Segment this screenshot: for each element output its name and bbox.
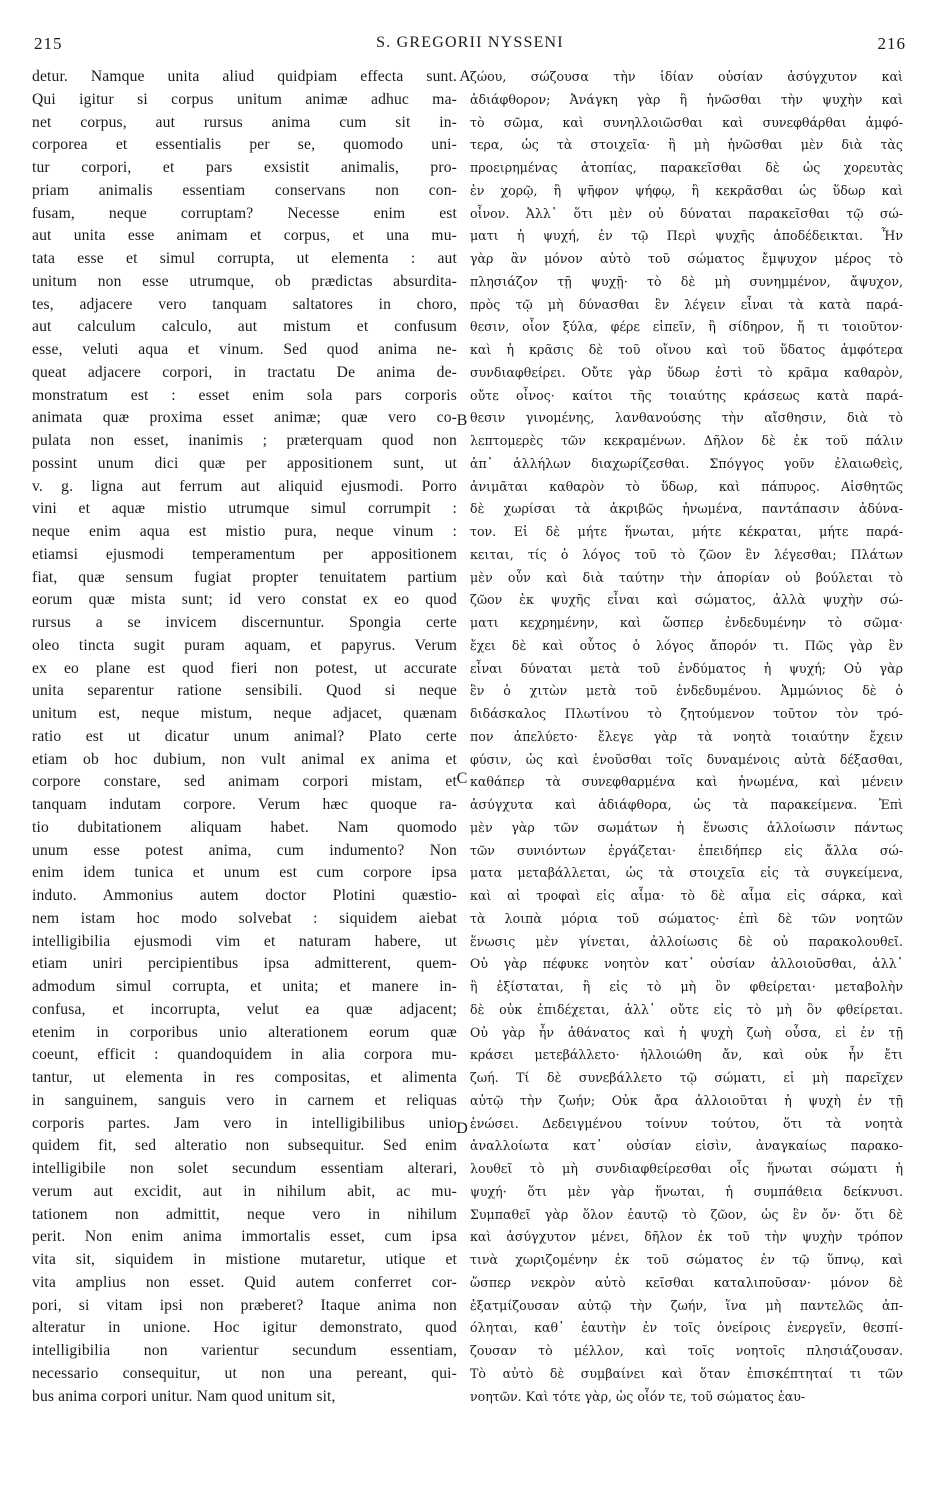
greek-text-line: λεπτομερὲς τῶν κεκραμένων. Δῆλον δὲ ἐκ τοῦ πάλιν: [470, 433, 903, 448]
latin-text-line: induto. Ammonius autem doctor Plotini quæstio-: [32, 887, 457, 904]
latin-column: [32, 66, 457, 1408]
latin-text-line: v. g. ligna aut ferrum aut aliquid ejusmodi. Porro: [32, 477, 457, 495]
greek-text-line: όληται, καθ᾽ ἑαυτὴν ἐν τοῖς ὀνείροις ἐνεργεῖν, θεσπί-: [470, 1320, 903, 1336]
latin-text-line: quidem fit, sed alteratio non subsequitur. Sed enim: [32, 1137, 457, 1155]
greek-text-line: ἕνωσις μὲν γίνεται, ἀλλοίωσις δὲ οὐ παρακολουθεῖ.: [470, 933, 903, 949]
greek-text-line: πον ἀπελύετο· ἔλεγε γὰρ τὰ νοητὰ τοιαύτην ἔχειν: [470, 728, 903, 744]
greek-text-line: Τὸ αὐτὸ δὲ συμβαίνει καὶ ὅταν ἐπισκέπτηταί τι τῶν: [470, 1365, 903, 1381]
latin-text-line: corporea et essentialis per se, quomodo uni-: [32, 136, 457, 154]
latin-text-line: tio dubitationem aliquam habet. Nam quomodo: [32, 818, 457, 836]
latin-text-line: net corpus, aut rursus anima cum sit in-: [32, 113, 457, 131]
greek-text-line: ἀναλλοίωτα κατ᾽ οὐσίαν εἰσὶν, ἀναγκαίως παρακο-: [470, 1138, 903, 1154]
greek-text-line: συνδιαφθείρει. Οὔτε γὰρ ὕδωρ ἐστὶ τὸ κρᾶμα καθαρὸν,: [470, 364, 903, 380]
latin-text-line: unitum est, neque mistum, neque adjacet, quænam: [32, 705, 457, 722]
greek-text-line: ἑνώσει. Δεδειγμένου τοίνυν τούτου, ὅτι τὰ νοητὰ: [470, 1115, 903, 1131]
greek-text-line: ὥσπερ νεκρὸν αὐτὸ κεῖσθαι καταλιποῦσαν· μόνον δὲ: [470, 1274, 903, 1290]
latin-text-line: neque enim aqua est mistio pura, neque vinum :: [32, 523, 457, 540]
page-number-left: 215: [34, 34, 63, 53]
greek-column: [470, 66, 903, 1408]
latin-text-line: intelligibile non solet secundum essentiam alterari,: [32, 1160, 457, 1177]
latin-text-line: eorum quæ mista sunt; id vero constat ex eo quod: [32, 591, 457, 609]
latin-text-line: pulata non esset, inanimis ; præterquam quod non: [32, 432, 457, 449]
latin-text-line: in sanguinem, sanguis vero in carnem et reliquas: [32, 1091, 457, 1109]
section-marker-c: C: [456, 770, 468, 787]
running-title: S. GREGORII NYSSENI: [376, 34, 564, 51]
latin-text-line: priam animalis essentiam conservans non con-: [32, 181, 457, 199]
greek-text-line: ἀνιμᾶται καθαρὸν τὸ ὕδωρ, καὶ πάπυρος. Αἰσθητῶς: [470, 478, 903, 494]
greek-text-line: τινὰ χωριζομένην ἐκ τοῦ σώματος ἐν τῷ ὕπνῳ, καὶ: [470, 1252, 903, 1267]
greek-text-line: Συμπαθεῖ γὰρ ὅλον ἑαυτῷ τὸ ζῶον, ὡς ἓν ὄν· ὅτι δὲ: [470, 1206, 903, 1222]
latin-text-line: queat adjacere corpori, in tractatu De anima de-: [32, 363, 457, 381]
latin-text-line: necessario consequitur, ut non una pereant, qui-: [32, 1364, 457, 1382]
greek-text-line: ζουσαν τὸ μέλλον, καὶ τοῖς νοητοῖς πλησιάζουσαν.: [470, 1343, 903, 1358]
latin-text-line: unita separentur ratione sensibili. Quod si neque: [32, 682, 457, 700]
greek-text-line: γὰρ ἂν μόνον αὐτὸ τοῦ σώματος ἔμψυχον μέρος τὸ: [470, 251, 903, 266]
greek-text-line: εἶναι δύναται μετὰ τοῦ ἐνδύματος ἡ ψυχή; Οὐ γὰρ: [470, 660, 903, 676]
greek-text-line: ζώου, σώζουσα τὴν ἰδίαν οὐσίαν ἀσύγχυτον καὶ: [470, 69, 903, 84]
page-number-right: 216: [877, 34, 906, 53]
latin-text-line: fusam, neque corruptam? Necesse enim est: [32, 204, 457, 222]
greek-text-line: ματα μεταβάλλεται, ὡς τὰ στοιχεῖα εἰς τὰ συγκείμενα,: [470, 865, 903, 881]
greek-text-line: μὲν γὰρ τῶν σωμάτων ἡ ἕνωσις ἀλλοίωσιν πάντως: [470, 819, 903, 835]
latin-text-line: pori, si vitam ipsi non præberet? Itaque anima non: [32, 1296, 457, 1314]
greek-text-line: τὰ λοιπὰ μόρια τοῦ σώματος· ἐπὶ δὲ τῶν νοητῶν: [470, 910, 903, 926]
page-header: [34, 34, 906, 58]
greek-text-line: τερα, ὡς τὰ στοιχεῖα· ἢ μὴ ἡνῶσθαι μὲν διὰ τὰς: [470, 137, 903, 153]
latin-text-line: corpore constare, sed animam corpori mistam, et: [32, 773, 457, 791]
greek-text-line: πρὸς τῷ μὴ δύνασθαι ἓν λέγειν εἶναι τὰ κατὰ παρά-: [470, 296, 903, 312]
greek-text-line: θεσιν, οἷον ξύλα, φέρε εἰπεῖν, ἢ σίδηρον, ἤ τι τοιοῦτον·: [470, 319, 903, 335]
latin-text-line: admodum simul corrupta, et unita; et manere in-: [32, 978, 457, 995]
greek-text-line: καὶ ἀσύγχυτον μένει, δῆλον ἐκ τοῦ τὴν ψυχὴν τρόπον: [470, 1229, 903, 1245]
greek-text-line: πλησιάζον τῇ ψυχῇ· τὸ δὲ μὴ συνημμένον, ἄψυχον,: [470, 273, 903, 289]
greek-text-line: ἔχει δὲ καὶ οὗτος ὁ λόγος ἄπορόν τι. Πῶς γὰρ ἓν: [470, 637, 903, 653]
latin-text-line: coeunt, efficit : quandoquidem in alia corpora mu-: [32, 1046, 457, 1064]
greek-text-line: λουθεῖ τὸ μὴ συνδιαφθείρεσθαι οἷς ἥνωται σώματι ἡ: [470, 1161, 903, 1176]
latin-text-line: nem istam hoc modo solvebat : siquidem aiebat: [32, 909, 457, 927]
greek-text-line: νοητῶν. Καὶ τότε γὰρ, ὡς οἷόν τε, τοῦ σώματος ἑαυ-: [470, 1388, 806, 1404]
greek-text-line: ἀπ᾽ ἀλλήλων διαχωρίζεσθαι. Σπόγγος γοῦν ἐλαιωθεὶς,: [470, 455, 903, 471]
greek-text-line: Οὐ γὰρ ἦν ἀθάνατος καὶ ἡ ψυχὴ ζωὴ οὖσα, εἰ ἐν τῇ: [470, 1024, 903, 1040]
latin-text-line: Qui igitur si corpus unitum animæ adhuc ma-: [32, 90, 457, 108]
greek-text-line: μὲν οὖν καὶ διὰ ταύτην τὴν ἀπορίαν οὐ βούλεται τὸ: [470, 569, 903, 585]
section-marker-b: B: [456, 412, 468, 429]
greek-text-line: ἀσύγχυτα καὶ ἀδιάφθορα, ὡς τὰ παρακείμενα. Ἐπὶ: [470, 797, 903, 812]
greek-text-line: τον. Εἰ δὲ μήτε ἥνωται, μήτε κέκραται, μήτε παρά-: [470, 524, 903, 539]
latin-text-line: vita amplius non esset. Quid autem conferret cor-: [32, 1273, 457, 1291]
latin-text-line: unitum non esse utrumque, ob prædictas absurdita-: [32, 272, 457, 290]
greek-text-line: κράσει μετεβάλλετο· ἠλλοιώθη ἄν, καὶ οὐκ ἦν ἔτι: [470, 1047, 903, 1063]
greek-text-line: Οὐ γὰρ πέφυκε νοητὸν κατ᾽ οὐσίαν ἀλλοιοῦσθαι, ἀλλ᾽: [470, 956, 903, 972]
latin-text-line: unum esse potest anima, cum indumento? Non: [32, 841, 457, 859]
section-marker-d: D: [456, 1120, 468, 1137]
greek-text-line: φύσιν, ὡς καὶ ἑνοῦσθαι τοῖς δυναμένοις αὐτὰ δέξασθαι,: [470, 751, 903, 767]
latin-text-line: aut calculum calculo, aut mistum et confusum: [32, 318, 457, 336]
latin-text-line: vini et aquæ mistio utrumque simul corrumpit :: [32, 500, 457, 518]
greek-text-line: ψυχή· ὅτι μὲν γὰρ ἥνωται, ἡ συμπάθεια δείκνυσι.: [470, 1183, 903, 1199]
latin-text-line: verum aut excidit, aut in nihilum abit, ac mu-: [32, 1182, 457, 1200]
greek-text-line: δὲ οὐκ ἐπιδέχεται, ἀλλ᾽ οὔτε εἰς τὸ μὴ ὂν φθείρεται.: [470, 1001, 903, 1017]
greek-text-line: ἢ ἐξίσταται, ἢ εἰς τὸ μὴ ὂν φθείρεται· μεταβολὴν: [470, 979, 903, 994]
greek-text-line: ζῶον ἐκ ψυχῆς εἶναι καὶ σώματος, ἀλλὰ ψυχὴν σώ-: [470, 592, 903, 608]
greek-text-line: ματι ἡ ψυχή, ἐν τῷ Περὶ ψυχῆς ἀποδέδεικται. Ἦν: [470, 228, 903, 244]
greek-text-line: καὶ αἱ τροφαὶ εἰς αἷμα· τὸ δὲ αἷμα εἰς σάρκα, καὶ: [470, 888, 903, 903]
latin-text-line: etenim in corporibus unio alterationem eorum quæ: [32, 1023, 457, 1041]
latin-text-line: tantur, ut elementa in res compositas, et alimenta: [32, 1069, 457, 1086]
latin-text-line: tes, adjacere vero tanquam saltatores in choro,: [32, 295, 457, 313]
latin-text-line: etiam ob hoc dubium, non vult animal ex anima et: [32, 750, 457, 768]
greek-text-line: τὸ σῶμα, καὶ συνηλλοιῶσθαι καὶ συνεφθάρθαι ἀμφό-: [470, 114, 903, 130]
latin-text-line: intelligibilia ejusmodi vim et naturam habere, ut: [32, 932, 457, 950]
greek-text-line: κειται, τίς ὁ λόγος τοῦ τὸ ζῶον ἓν λέγεσθαι; Πλάτων: [470, 546, 903, 562]
greek-text-line: ζωή. Τί δὲ συνεβάλλετο τῷ σώματι, εἰ μὴ παρεῖχεν: [470, 1070, 903, 1085]
latin-text-line: bus anima corpori unitur. Nam quod unitum sit,: [32, 1387, 336, 1405]
latin-text-line: etiamsi ejusmodi temperamentum per appositionem: [32, 545, 457, 563]
latin-text-line: tationem non admittit, neque vero in nihilum: [32, 1205, 457, 1223]
section-marker-a: A: [459, 68, 471, 85]
latin-text-line: tanquam indutam corpore. Verum hæc quoque ra-: [32, 796, 457, 813]
greek-text-line: ἐξατμίζουσαν αὐτῷ τὴν ζωήν, ἵνα μὴ παντελῶς ἀπ-: [470, 1297, 903, 1313]
greek-text-line: ἐν χορῷ, ἢ ψῆφον ψήφῳ, ἢ κεκρᾶσθαι ὡς ὕδωρ καὶ: [470, 182, 903, 198]
greek-text-line: αὐτῷ τὴν ζωήν; Οὐκ ἄρα ἀλλοιοῦται ἡ ψυχὴ ἐν τῇ: [470, 1092, 903, 1108]
latin-text-line: confusa, et incorrupta, velut ea quæ adjacent;: [32, 1000, 457, 1018]
greek-text-line: οὔτε οἶνος· καίτοι τῆς τοιαύτης κράσεως κατὰ παρά-: [470, 387, 903, 403]
latin-text-line: enim idem tunica et unum est cum corpore ipsa: [32, 864, 457, 882]
latin-text-line: ex eo plane est quod fieri non potest, ut accurate: [32, 659, 457, 677]
greek-text-line: καὶ ἡ κρᾶσις δὲ τοῦ οἴνου καὶ τοῦ ὕδατος ἀμφότερα: [470, 342, 903, 357]
latin-text-line: perit. Non enim anima immortalis esset, cum ipsa: [32, 1228, 457, 1246]
greek-text-line: δὲ χωρίσαι τὰ ἀκριβῶς ἡνωμένα, παντάπασιν ἀδύνα-: [470, 501, 903, 517]
latin-text-line: alteratur in unione. Hoc igitur demonstrato, quod: [32, 1319, 457, 1337]
latin-text-line: corporis partes. Jam vero in intelligibilibus unio: [32, 1114, 457, 1132]
greek-text-line: οἶνον. Ἀλλ᾽ ὅτι μὲν οὐ δύναται παρακεῖσθαι τῷ σώ-: [470, 205, 903, 221]
latin-text-line: ratio est ut dicatur unum animal? Plato certe: [32, 727, 457, 745]
latin-text-line: oleo tincta sugit puram aquam, et papyrus. Verum: [32, 636, 457, 654]
greek-text-line: θεσιν γινομένης, λανθανούσης τὴν αἴσθησιν, διὰ τὸ: [470, 410, 903, 426]
greek-text-line: καθάπερ τὰ συνεφθαρμένα καὶ ἡνωμένα, καὶ μένειν: [470, 774, 903, 790]
greek-text-line: ἓν ὁ χιτὼν μετὰ τοῦ ἐνδεδυμένου. Ἀμμώνιος δὲ ὁ: [470, 683, 903, 699]
latin-text-line: intelligibilia non varientur secundum essentiam,: [32, 1342, 457, 1359]
greek-text-line: ἀδιάφθορον; Ἀνάγκη γὰρ ἢ ἡνῶσθαι τὴν ψυχὴν καὶ: [470, 91, 903, 107]
latin-text-line: possint unum dici quæ per appositionem sunt, ut: [32, 454, 457, 472]
latin-text-line: tata esse et simul corrupta, ut elementa : aut: [32, 250, 457, 267]
greek-text-line: τῶν συνιόντων ἐργάζεται· ἐπειδήπερ εἰς ἄλλα σώ-: [470, 842, 903, 858]
greek-text-line: προειρημένας ἀτοπίας, παρακεῖσθαι δὲ ὡς χορευτὰς: [470, 160, 903, 175]
latin-text-line: aut unita esse animam et corpus, et una mu-: [32, 227, 457, 245]
latin-text-line: detur. Namque unita aliud quidpiam effecta sunt.: [32, 68, 457, 85]
latin-text-line: vita sit, siquidem in mistione mutaretur, utique et: [32, 1251, 457, 1268]
latin-text-line: rursus a se invicem discernuntur. Spongia certe: [32, 614, 457, 631]
latin-text-line: tur corpori, et pars exsistit animalis, pro-: [32, 159, 457, 176]
latin-text-line: monstratum est : esset enim sola pars corporis: [32, 386, 457, 404]
latin-text-line: fiat, quæ sensum fugiat propter tenuitatem partium: [32, 568, 457, 586]
latin-text-line: etiam uniri percipientibus ipsa admitterent, quem-: [32, 955, 457, 973]
greek-text-line: διδάσκαλος Πλωτίνου τὸ ζητούμενον τοῦτον τὸν τρό-: [470, 706, 903, 721]
latin-text-line: esse, veluti aqua et vinum. Sed quod anima ne-: [32, 341, 457, 358]
greek-text-line: ματι κεχρημένην, καὶ ὥσπερ ἐνδεδυμένην τὸ σῶμα·: [470, 615, 903, 630]
latin-text-line: animata quæ proxima esset animæ; quæ vero co-: [32, 409, 457, 427]
